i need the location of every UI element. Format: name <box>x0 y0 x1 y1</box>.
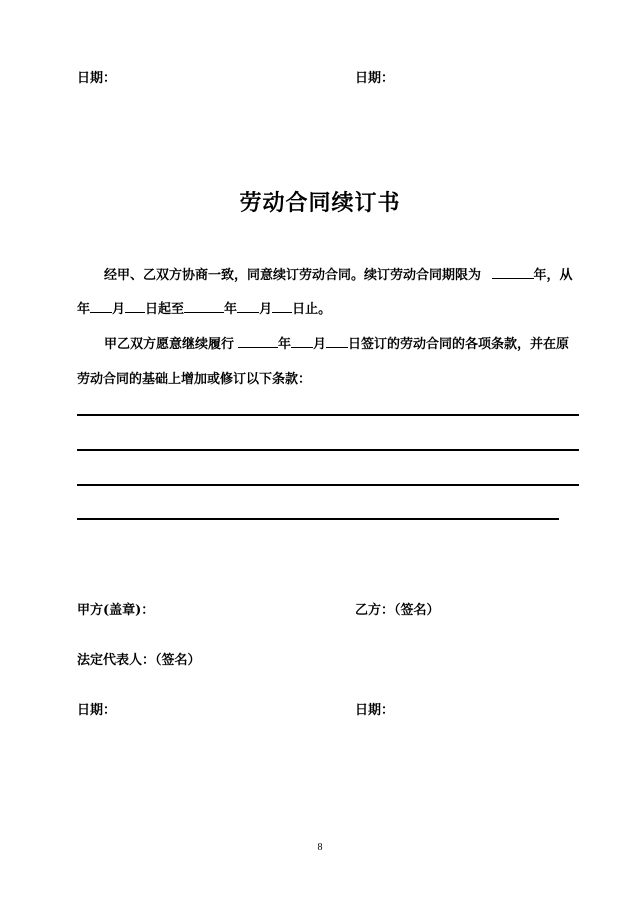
para1-line2 <box>77 298 331 317</box>
party-b-sign: 乙方：（签名） <box>355 603 440 618</box>
para1-line1-text: 经甲、乙双方协商一致，同意续订劳动合同。续订劳动合同期限为 <box>104 268 482 283</box>
para1-line2-month2: 月 <box>259 302 273 317</box>
end-year-blank <box>184 300 224 313</box>
para1-line2-end: 日止。 <box>292 302 332 317</box>
term-blank <box>492 266 534 279</box>
writing-line-3 <box>77 484 579 486</box>
end-day-blank <box>272 300 292 313</box>
para1-line2-year1: 年 <box>77 302 91 317</box>
para2-line2: 劳动合同的基础上增加或修订以下条款： <box>77 372 312 387</box>
legal-representative: 法定代表人：（签名） <box>77 653 201 668</box>
para2-line1-pre: 甲乙双方愿意继续履行 <box>104 337 235 352</box>
para2-line1-year: 年 <box>278 337 292 352</box>
signed-month-blank <box>291 335 313 348</box>
para1-line2-from: 日起至 <box>145 302 185 317</box>
page-number: 8 <box>317 842 323 853</box>
document-title: 劳动合同续订书 <box>239 191 401 216</box>
para2-line1-month: 月 <box>313 337 327 352</box>
para2-line1-post: 日签订的劳动合同的各项条款，并在原 <box>348 337 570 352</box>
para1-line2-month1: 月 <box>112 302 126 317</box>
bottom-date-left: 日期： <box>77 703 117 718</box>
start-month-blank <box>90 300 112 313</box>
para2-line1 <box>104 333 569 352</box>
para1-line1-year: 年，从 <box>533 268 573 283</box>
writing-line-4 <box>77 518 559 520</box>
writing-line-2 <box>77 449 579 451</box>
top-date-right: 日期： <box>355 71 395 86</box>
signed-day-blank <box>326 335 348 348</box>
top-date-left: 日期： <box>77 71 117 86</box>
para1-line1 <box>104 264 573 283</box>
para1-line2-year2: 年 <box>224 302 238 317</box>
writing-line-1 <box>77 414 579 416</box>
party-a-seal: 甲方(盖章)： <box>77 603 155 618</box>
end-month-blank <box>237 300 259 313</box>
bottom-date-right: 日期： <box>355 703 395 718</box>
signed-year-blank <box>238 335 278 348</box>
start-day-blank <box>125 300 145 313</box>
